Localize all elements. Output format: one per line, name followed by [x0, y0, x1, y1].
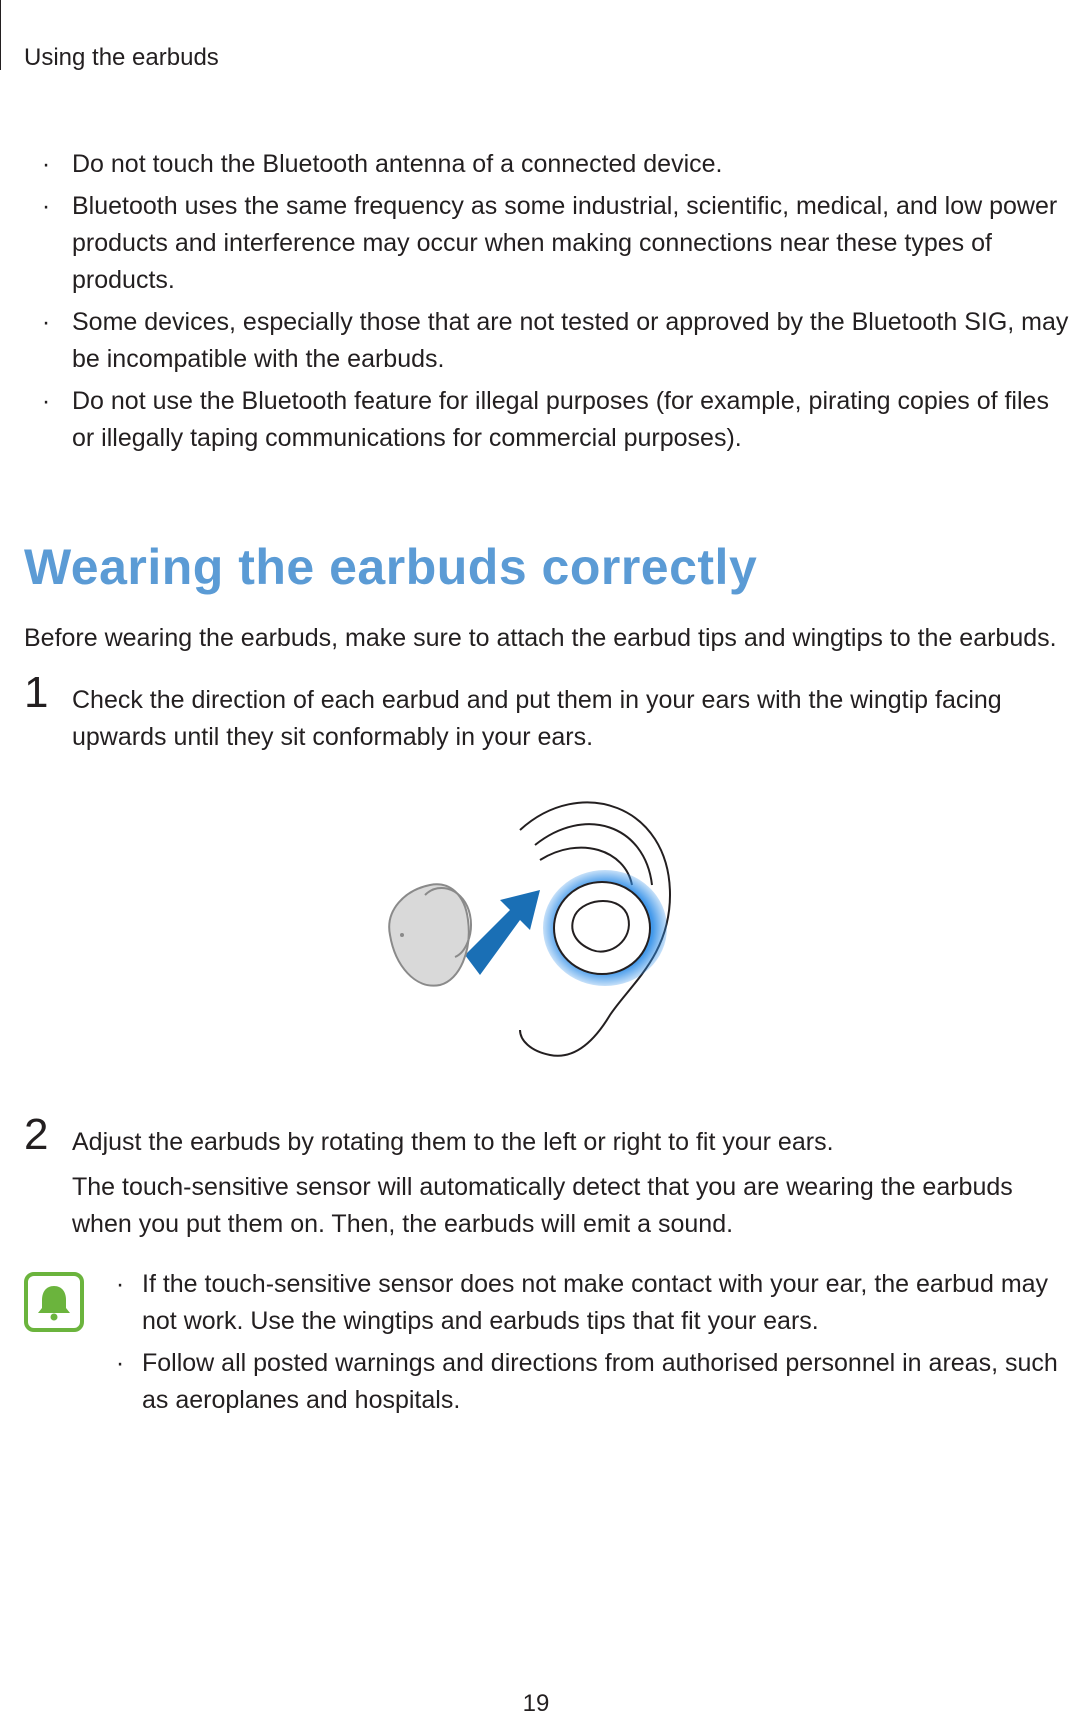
earbud-insertion-illustration: [370, 785, 730, 1075]
step-number: 1: [24, 668, 49, 717]
insert-arrow-icon: [465, 890, 540, 975]
corner-rule: [0, 0, 1, 70]
section-intro: Before wearing the earbuds, make sure to attach the earbud tips and wingtips to the earbuds.: [24, 624, 1057, 652]
bullet-icon: ·: [41, 192, 51, 220]
bullet-icon: ·: [115, 1270, 125, 1298]
step-1: [24, 668, 1072, 764]
bullet-icon: ·: [41, 150, 51, 178]
list-item: · Follow all posted warnings and directions from authorised personnel in areas, such as aeroplanes and hospitals.: [120, 1345, 1072, 1419]
bullet-icon: ·: [41, 387, 51, 415]
list-item: · Do not touch the Bluetooth antenna of a connected device.: [36, 146, 1072, 183]
step-detail: The touch-sensitive sensor will automatically detect that you are wearing the earbuds when you put them on. Then, the earbuds will emit a sound.: [72, 1173, 1013, 1238]
list-item: · If the touch-sensitive sensor does not make contact with your ear, the earbud may not work. Use the wingtips and earbuds tips that fit your ears.: [120, 1266, 1072, 1340]
step-text: Adjust the earbuds by rotating them to the left or right to fit your ears.: [72, 1128, 834, 1156]
earbud-in-ear-icon: [543, 870, 667, 986]
bullet-icon: ·: [115, 1349, 125, 1377]
list-item: · Bluetooth uses the same frequency as some industrial, scientific, medical, and low power products and interference may occur when making connections near these types of products.: [36, 188, 1072, 299]
section-title: Wearing the earbuds correctly: [24, 539, 758, 595]
step-2: [24, 1110, 1072, 1251]
bluetooth-precautions-list: [36, 146, 1072, 462]
list-item: · Do not use the Bluetooth feature for illegal purposes (for example, pirating copies of files or illegally taping communications for commercial purposes).: [36, 383, 1072, 457]
bell-icon: [24, 1272, 84, 1332]
running-header: Using the earbuds: [24, 44, 219, 71]
list-item: · Some devices, especially those that are not tested or approved by the Bluetooth SIG, may be incompatible with the earbuds.: [36, 304, 1072, 378]
bullet-icon: ·: [41, 308, 51, 336]
step-number: 2: [24, 1110, 49, 1159]
note-list: [115, 1266, 1072, 1419]
note-box: [24, 1266, 1072, 1424]
earbud-icon: [389, 884, 471, 985]
page-number: 19: [522, 1690, 550, 1717]
step-text: Check the direction of each earbud and put them in your ears with the wingtip facing upwards until they sit conformably in your ears.: [72, 686, 1002, 751]
